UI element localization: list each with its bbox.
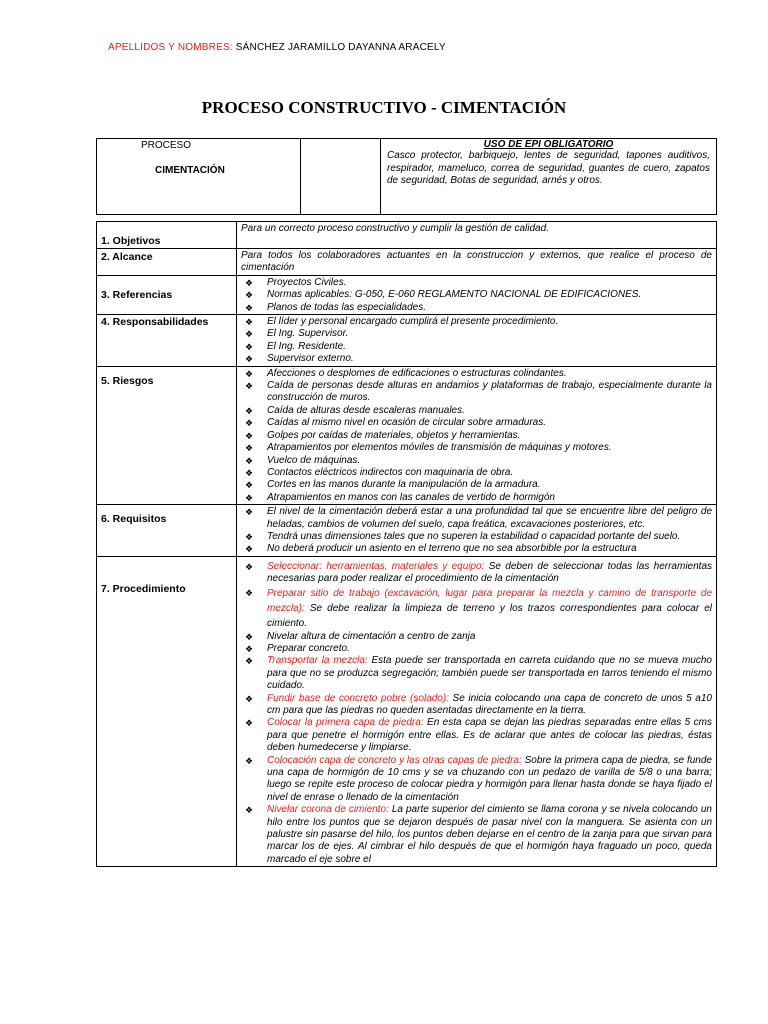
step-title: Preparar sitio de trabajo (excavación, lugar para preparar la mezcla y camino de transporte de mezcla): xyxy=(267,587,712,614)
bullet-list xyxy=(241,506,712,556)
list-item xyxy=(241,586,712,631)
step-title: Colocación capa de concreto y las otras capas de piedra: xyxy=(267,754,522,766)
step-title: Fundir base de concreto pobre (solado): xyxy=(267,692,449,704)
step-title: Transportar la mezcla: xyxy=(267,655,368,667)
step-text: Se inicia colocando una capa de concreto de unos 5 a10 cm para que las piedras no queden asentadas directamente en la tierra. xyxy=(267,692,712,716)
step-text: En esta capa se dejan las piedras separadas entre ellas 5 cms para que penetre el hormigón entre ellas. Es de aclarar que antes de colocar las piedras, éstas deben humedecerse y limpiarse. xyxy=(267,717,712,754)
row-text: Para un correcto proceso constructivo y cumplir la gestión de calidad. xyxy=(237,222,717,249)
list-item: ❖ Proyectos Civiles. xyxy=(241,277,712,289)
list-item: ❖ Caídas al mismo nivel en ocasión de circular sobre armaduras. xyxy=(241,417,712,429)
name-label: APELLIDOS Y NOMBRES: xyxy=(108,42,233,53)
list-item: ❖ El nivel de la cimentación deberá estar a una profundidad tal que se encuentre libre del peligro de heladas, cambios de volumen del suelo, capa freática, excavaciones posteriores, etc. xyxy=(241,506,712,531)
list-item: ❖ Caída de alturas desde escaleras manuales. xyxy=(241,405,712,417)
procedure-table xyxy=(96,221,717,867)
bullet-list xyxy=(241,277,712,314)
epi-text: Casco protector, barbiquejo, lentes de seguridad, tapones auditivos, respirador, mameluco, correa de seguridad, guantes de cuero, zapatos de seguridad, Botas de seguridad, arnés y otros. xyxy=(387,150,710,186)
list-item: ❖ Afecciones o desplomes de edificaciones o estructuras colindantes. xyxy=(241,368,712,380)
list-item xyxy=(241,755,712,805)
list-item: ❖ Cortes en las manos durante la manipulación de la armadura. xyxy=(241,479,712,491)
row-label: 7. Procedimiento xyxy=(97,556,237,867)
row-requisitos xyxy=(97,505,717,557)
student-name-line xyxy=(108,42,446,53)
step-text: Sobre la primera capa de piedra, se funde una capa de hormigón de 10 cms y se va chuzando con un pedazo de varilla de 5/8 o una barra; luego se repite este proceso de colocar piedra y hormigón para llenar hasta donde se haya fijado el nivel de enrase o llenado de la cimentación xyxy=(267,754,712,803)
epi-heading: USO DE EPI OBLIGATORIO xyxy=(483,139,614,150)
step-text: Se debe realizar la limpieza de terreno y los trazos correspondientes para colocar el cimiento. xyxy=(267,602,712,629)
row-text: Para todos los colaboradores actuantes en la construccion y externos, que realice el proceso de cimentación xyxy=(237,249,717,276)
row-label: 3. Referencias xyxy=(97,275,237,314)
list-item xyxy=(241,804,712,866)
process-value: CIMENTACIÓN xyxy=(155,165,225,176)
list-item xyxy=(241,631,712,643)
name-value: SÁNCHEZ JARAMILLO DAYANNA ARACELY xyxy=(235,42,446,53)
row-list-cell xyxy=(237,556,717,867)
list-item xyxy=(241,643,712,655)
row-label: 5. Riesgos xyxy=(97,366,237,504)
empty-cell xyxy=(301,139,381,215)
list-item xyxy=(241,693,712,718)
list-item xyxy=(241,717,712,754)
row-label: 4. Responsabilidades xyxy=(97,315,237,367)
epi-cell xyxy=(381,139,717,215)
list-item: ❖ El Ing. Residente. xyxy=(241,341,712,353)
list-item xyxy=(241,561,712,586)
row-list-cell xyxy=(237,505,717,557)
process-label: PROCESO xyxy=(141,140,192,151)
list-item: ❖ Atrapamientos en manos con las canales de vertido de hormigón xyxy=(241,492,712,504)
step-text: La parte superior del cimiento se llama corona y se nivela colocando un hilo entre los puntos que se dejaron después de pasar nivel con la manguera. Se asienta con un palustre sin pasarse del hilo, los puntos deben dejarse en el centro de la zanja para que sirvan para marcar los de ejes. Al cimbrar el hilo después de que el hormigón haya fraguado un poco, queda marcado el eje sobre el xyxy=(267,804,712,865)
list-item: ❖ Caída de personas desde alturas en andamios y plataformas de trabajo, especialmente durante la construcción de muros. xyxy=(241,380,712,405)
list-item: ❖ Atrapamientos por elementos móviles de transmisión de máquinas y motores. xyxy=(241,442,712,454)
step-title: Nivelar corona de cimiento: xyxy=(267,804,389,816)
list-item: ❖ No deberá producir un asiento en el terreno que no sea absorbible por la estructura xyxy=(241,543,712,555)
step-text: Preparar concreto. xyxy=(267,642,350,654)
row-list-cell xyxy=(237,275,717,314)
list-item: ❖ Supervisor externo. xyxy=(241,353,712,365)
list-item: ❖ Planos de todas las especialidades. xyxy=(241,302,712,314)
row-responsabilidades xyxy=(97,315,717,367)
list-item: ❖ Golpes por caídas de materiales, objetos y herramientas. xyxy=(241,430,712,442)
step-text: Nivelar altura de cimentación a centro de zanja xyxy=(267,630,476,642)
bullet-list xyxy=(241,316,712,366)
process-cell xyxy=(97,139,301,215)
list-item: ❖ Tendrá unas dimensiones tales que no superen la estabilidad o capacidad portante del suelo. xyxy=(241,531,712,543)
bullet-list xyxy=(241,368,712,504)
list-item: ❖ Contactos eléctricos indirectos con maquinaria de obra. xyxy=(241,467,712,479)
list-item xyxy=(241,655,712,692)
process-table xyxy=(96,138,717,215)
step-title: Seleccionar: herramientas, materiales y equipo: xyxy=(267,560,485,572)
list-item: ❖ El Ing. Supervisor. xyxy=(241,328,712,340)
document-title: PROCESO CONSTRUCTIVO - CIMENTACIÓN xyxy=(201,98,567,117)
step-title: Colocar la primera capa de piedra: xyxy=(267,717,424,729)
list-item: ❖ Normas aplicables: G-050, E-060 REGLAMENTO NACIONAL DE EDIFICACIONES. xyxy=(241,289,712,301)
row-alcance xyxy=(97,249,717,276)
step-text: Se deben de seleccionar todas las herramientas necesarias para poder realizar el procedimiento de la cimentación xyxy=(267,560,713,585)
row-label: 1. Objetivos xyxy=(97,222,237,249)
row-list-cell xyxy=(237,366,717,504)
row-procedimiento xyxy=(97,556,717,867)
row-label: 6. Requisitos xyxy=(97,505,237,557)
row-objetivos xyxy=(97,222,717,249)
row-label: 2. Alcance xyxy=(97,249,237,276)
row-list-cell xyxy=(237,315,717,367)
step-text: Esta puede ser transportada en carreta cuidando que no se mueva mucho para que no se produzca segregación; también puede ser transportada en tarros teniendo el mismo cuidado. xyxy=(267,655,712,692)
row-referencias xyxy=(97,275,717,314)
row-riesgos xyxy=(97,366,717,504)
list-item: ❖ Vuelco de máquinas. xyxy=(241,455,712,467)
bullet-list xyxy=(241,561,712,867)
list-item: ❖ El líder y personal encargado cumplirá el presente procedimiento. xyxy=(241,316,712,328)
